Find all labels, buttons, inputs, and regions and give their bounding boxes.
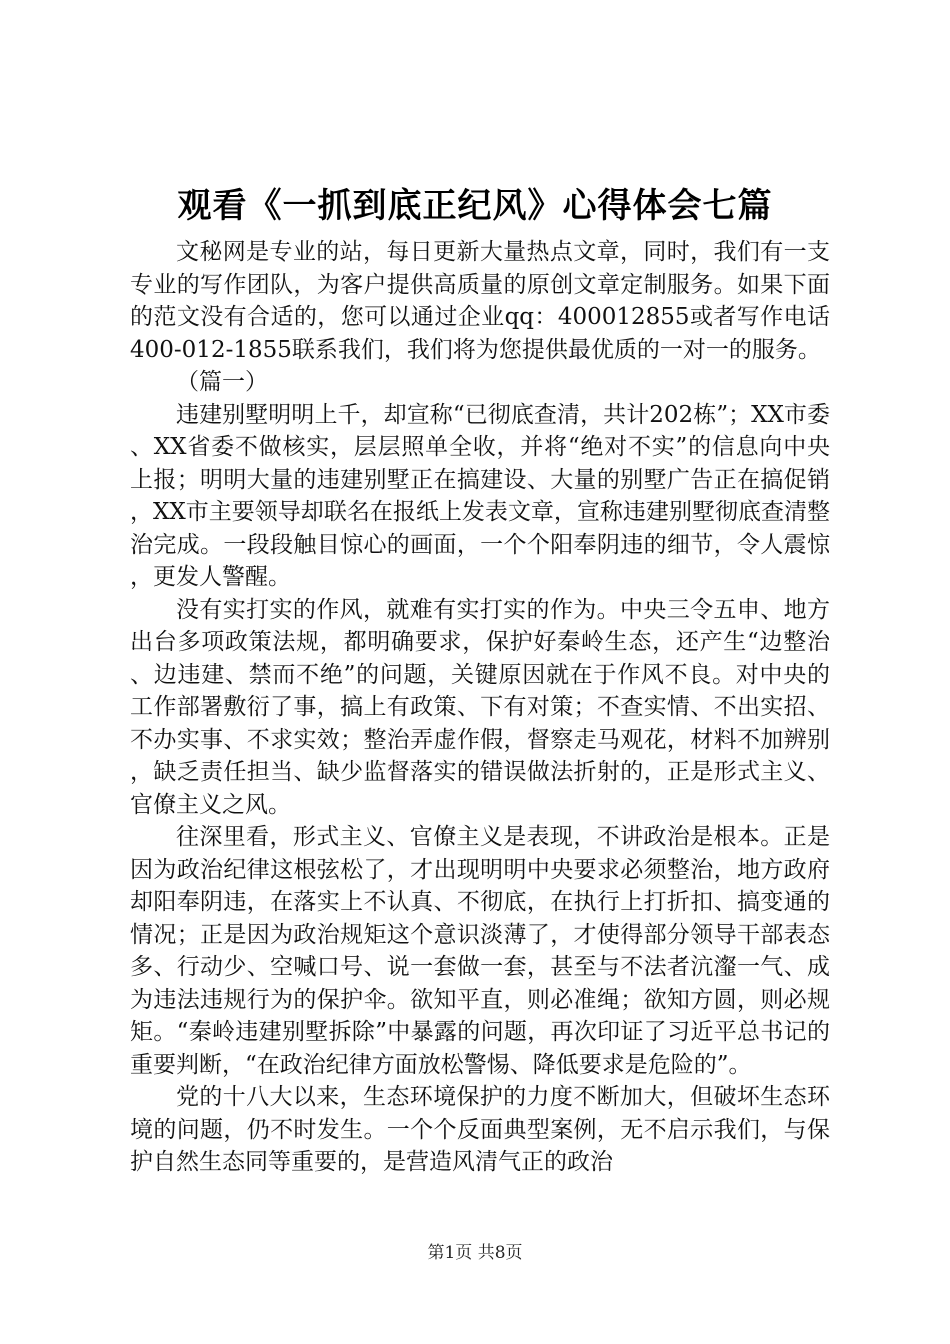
paragraph-work-style: 没有实打实的作风，就难有实打实的作为。中央三令五申、地方出台多项政策法规，都明确要求，保护好秦岭生态，还产生“边整治、边违建、禁而不绝”的问题，关键原因就在于作风不良。对中央的工作部署敷衍了事，搞上有政策、下有对策；不查实情、不出实招、不办实事、不求实效；整治弄虚作假，督察走马观花，材料不加辨别，缺乏责任担当、缺少监督落实的错误做法折射的，正是形式主义、官僚主义之风。 xyxy=(130,596,830,818)
document-body xyxy=(130,236,830,1179)
paragraph-political-discipline: 往深里看，形式主义、官僚主义是表现，不讲政治是根本。正是因为政治纪律这根弦松了，才出现明明中央要求必须整治，地方政府却阳奉阴违，在落实上不认真、不彻底，在执行上打折扣、搞变通的情况；正是因为政治规矩这个意识淡薄了，才使得部分领导干部表态多、行动少、空喊口号、说一套做一套，甚至与不法者沆瀣一气、成为违法违规行为的保护伞。欲知平直，则必准绳；欲知方圆，则必规矩。“秦岭违建别墅拆除”中暴露的问题，再次印证了习近平总书记的重要判断，“在政治纪律方面放松警惕、降低要求是危险的”。 xyxy=(130,824,830,1078)
paragraph-intro: 文秘网是专业的站，每日更新大量热点文章，同时，我们有一支专业的写作团队，为客户提供高质量的原创文章定制服务。如果下面的范文没有合适的，您可以通过企业qq：400012855或者写作电话400-012-1855联系我们，我们将为您提供最优质的一对一的服务。 xyxy=(130,239,830,363)
document-title: 观看《一抓到底正纪风》心得体会七篇 xyxy=(177,186,773,226)
paragraph-section-heading: （篇一） xyxy=(176,369,268,395)
paragraph-ecology: 党的十八大以来，生态环境保护的力度不断加大，但破坏生态环境的问题，仍不时发生。一个个反面典型案例，无不启示我们，与保护自然生态同等重要的，是营造风清气正的政治 xyxy=(130,1084,830,1175)
page-footer: 第1页 共8页 xyxy=(427,1243,523,1263)
paragraph-villas: 违建别墅明明上千，却宣称“已彻底查清，共计202栋”；XX市委、XX省委不做核实，层层照单全收，并将“绝对不实”的信息向中央上报；明明大量的违建别墅正在搞建设、大量的别墅广告正在搞促销，XX市主要领导却联名在报纸上发表文章，宣称违建别墅彻底查清整治完成。一段段触目惊心的画面，一个个阳奉阴违的细节，令人震惊，更发人警醒。 xyxy=(130,401,830,590)
